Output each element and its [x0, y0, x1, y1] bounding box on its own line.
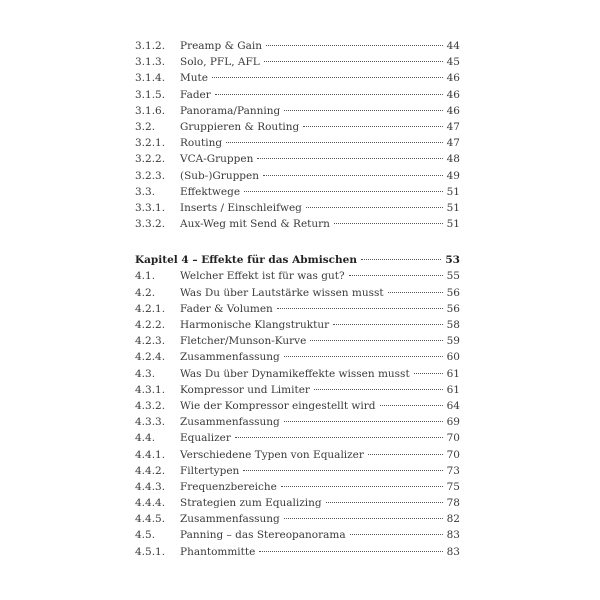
toc-entry[interactable] [135, 216, 460, 232]
toc-entry-title-wrap [180, 54, 460, 70]
toc-entry[interactable] [135, 38, 460, 54]
dot-leader [281, 486, 443, 487]
toc-entry-page-number: 45 [446, 56, 460, 69]
toc-entry-title: Was Du über Lautstärke wissen musst [180, 286, 384, 299]
toc-entry-title-wrap [180, 285, 460, 301]
toc-entry-title: Harmonische Klangstruktur [180, 319, 330, 331]
toc-entry-number: 4.5. [135, 529, 156, 542]
toc-entry[interactable] [135, 349, 460, 365]
toc-entry-title-wrap [180, 447, 460, 463]
toc-entry-title: Effektwege [180, 185, 241, 198]
toc-entry-title-wrap [180, 430, 460, 446]
toc-entry-title: VCA-Gruppen [180, 153, 254, 166]
toc-entry[interactable] [135, 414, 460, 430]
toc-entry[interactable] [135, 511, 460, 527]
toc-entry-number: 4.3.2. [135, 399, 166, 412]
dot-leader [314, 389, 443, 390]
toc-entry-number: 3.1.3. [135, 56, 166, 69]
dot-leader [349, 275, 443, 276]
toc-entry-number: 3.1.6. [135, 104, 166, 117]
dot-leader [215, 94, 443, 95]
toc-entry[interactable] [135, 317, 460, 333]
toc-entry-number: 4.2.4. [135, 351, 166, 364]
toc-entry-title-wrap [180, 479, 460, 495]
toc-entry[interactable] [135, 527, 460, 543]
toc-entry-number: 4.4.2. [135, 464, 166, 477]
toc-entry-number: 3.3.2. [135, 218, 166, 231]
dot-leader [414, 373, 443, 374]
toc-entry[interactable] [135, 301, 460, 317]
dot-leader [388, 292, 443, 293]
dot-leader [259, 551, 442, 552]
toc-entry-number: 3.1.2. [135, 40, 166, 52]
dot-leader [284, 356, 443, 357]
toc-entry-number: 4.2.2. [135, 319, 166, 331]
toc-entry-title: Wie der Kompressor eingestellt wird [180, 399, 376, 412]
toc-entry[interactable] [135, 463, 460, 479]
toc-entry-page-number: 47 [446, 137, 460, 150]
section-gap [135, 232, 460, 252]
toc-entry-title: Zusammenfassung [180, 416, 280, 429]
toc-entry-page-number: 55 [446, 270, 460, 283]
toc-entry-number: 4.2.1. [135, 302, 166, 315]
toc-entry-title: Equalizer [180, 432, 231, 445]
toc-entry-title-wrap [180, 398, 460, 414]
toc-entry-page-number: 78 [446, 497, 460, 510]
toc-entry-title-wrap [180, 103, 460, 119]
toc-entry-page-number: 61 [446, 367, 460, 380]
chapter-title-wrap [135, 252, 460, 268]
toc-entry-title: Inserts / Einschleifweg [180, 201, 302, 214]
dot-leader [334, 223, 443, 224]
toc-entry-title-wrap [180, 527, 460, 543]
toc-entry-number: 4.4.5. [135, 513, 166, 526]
toc-entry-title-wrap [180, 151, 460, 167]
dot-leader [243, 470, 442, 471]
toc-entry-number: 4.3. [135, 367, 156, 380]
toc-entry-title: Zusammenfassung [180, 351, 280, 364]
toc-entry-page-number: 59 [446, 335, 460, 348]
toc-entry[interactable] [135, 135, 460, 151]
toc-entry-number: 4.4. [135, 432, 156, 445]
chapter-heading[interactable] [135, 252, 460, 268]
toc-entry-page-number: 46 [446, 88, 460, 101]
toc-entry[interactable] [135, 184, 460, 200]
toc-entry-title-wrap [180, 511, 460, 527]
toc-entry-page-number: 44 [446, 40, 460, 52]
toc-entry-number: 3.3.1. [135, 201, 166, 214]
toc-entry-title: Frequenzbereiche [180, 480, 277, 493]
dot-leader [212, 77, 443, 78]
toc-entry[interactable] [135, 151, 460, 167]
toc-entry-title: Fader [180, 88, 211, 101]
toc-entry-page-number: 70 [446, 448, 460, 461]
dot-leader [257, 158, 442, 159]
toc-entry[interactable] [135, 54, 460, 70]
toc-entry[interactable] [135, 285, 460, 301]
dot-leader [368, 454, 443, 455]
toc-entry[interactable] [135, 333, 460, 349]
toc-entry-page-number: 51 [446, 218, 460, 231]
toc-entry-title-wrap [180, 349, 460, 365]
toc-entry-number: 4.1. [135, 270, 156, 283]
dot-leader [277, 308, 443, 309]
toc-entry-page-number: 60 [446, 351, 460, 364]
toc-entry-number: 3.1.5. [135, 88, 166, 101]
toc-entry-title-wrap [180, 544, 460, 560]
toc-entry-page-number: 48 [446, 153, 460, 166]
toc-entry-title-wrap [180, 495, 460, 511]
toc-entry-page-number: 46 [446, 104, 460, 117]
toc-entry-title-wrap [180, 70, 460, 86]
toc-entry[interactable] [135, 495, 460, 511]
toc-entry-title-wrap [180, 317, 460, 333]
toc-entry-title-wrap [180, 268, 460, 284]
dot-leader [264, 61, 443, 62]
dot-leader [310, 340, 442, 341]
toc-entry-title-wrap [180, 366, 460, 382]
dot-leader [303, 126, 442, 127]
toc-entry-number: 3.2.3. [135, 169, 166, 182]
toc-entry[interactable] [135, 87, 460, 103]
toc-entry-number: 4.5.1. [135, 545, 166, 558]
dot-leader [266, 45, 443, 46]
toc-entry-title: Aux-Weg mit Send & Return [180, 218, 330, 231]
toc-entry-page-number: 83 [446, 545, 460, 558]
toc-entry-title-wrap [180, 119, 460, 135]
toc-entry[interactable] [135, 168, 460, 184]
toc-entry-page-number: 61 [446, 383, 460, 396]
dot-leader [263, 175, 443, 176]
toc-entry-title: Panorama/Panning [180, 104, 281, 117]
toc-section-chapter-3 [135, 38, 460, 232]
toc-entry-number: 4.2.3. [135, 335, 166, 348]
toc-entry-title: Strategien zum Equalizing [180, 497, 322, 510]
toc-entry-title-wrap [180, 463, 460, 479]
toc-entry-title: Gruppieren & Routing [180, 120, 300, 133]
toc-entry-page-number: 69 [446, 416, 460, 429]
toc-entry-title-wrap [180, 200, 460, 216]
toc-entry-page-number: 46 [446, 72, 460, 85]
toc-entry-page-number: 56 [446, 302, 460, 315]
dot-leader [226, 142, 443, 143]
toc-entry-page-number: 64 [446, 399, 460, 412]
toc-entry-title-wrap [180, 184, 460, 200]
toc-entry[interactable] [135, 366, 460, 382]
toc-entry[interactable] [135, 544, 460, 560]
toc-entry-title: Panning – das Stereopanorama [180, 529, 346, 542]
toc-entry[interactable] [135, 430, 460, 446]
toc-entry-number: 4.4.3. [135, 480, 166, 493]
toc-entry-page-number: 56 [446, 286, 460, 299]
toc-entry-title-wrap [180, 216, 460, 232]
toc-entry-number: 3.2.2. [135, 153, 166, 166]
toc-entry-title-wrap [180, 87, 460, 103]
toc-entry-title: Fader & Volumen [180, 302, 273, 315]
toc-entry-page-number: 51 [446, 185, 460, 198]
toc-entry-number: 3.2. [135, 120, 156, 133]
toc-entry-title-wrap [180, 414, 460, 430]
toc-entry[interactable] [135, 447, 460, 463]
dot-leader [326, 502, 443, 503]
toc-entry-page-number: 82 [446, 513, 460, 526]
toc-entry[interactable] [135, 479, 460, 495]
toc-entry-title: Was Du über Dynamikeffekte wissen musst [180, 367, 410, 380]
toc-entry-title: Mute [180, 72, 208, 85]
toc-entry-title: Kompressor und Limiter [180, 383, 310, 396]
toc-entry[interactable] [135, 382, 460, 398]
dot-leader [306, 207, 443, 208]
toc-entry-number: 4.4.1. [135, 448, 166, 461]
toc-entry[interactable] [135, 268, 460, 284]
dot-leader [333, 324, 443, 325]
toc-entry-title: Preamp & Gain [180, 40, 263, 52]
toc-entry-page-number: 49 [446, 169, 460, 182]
toc-entry-number: 4.4.4. [135, 497, 166, 510]
toc-entry-number: 4.3.3. [135, 416, 166, 429]
toc-entry[interactable] [135, 103, 460, 119]
toc-entry-page-number: 73 [446, 464, 460, 477]
toc-entry-title-wrap [180, 301, 460, 317]
dot-leader [361, 259, 441, 260]
toc-entry-page-number: 70 [446, 432, 460, 445]
toc-entry-number: 3.3. [135, 185, 156, 198]
toc-entry-title-wrap [180, 168, 460, 184]
toc-entry-page-number: 75 [446, 480, 460, 493]
toc-entry-title: (Sub-)Gruppen [180, 169, 260, 182]
toc-entry-page-number: 51 [446, 201, 460, 214]
toc-entry[interactable] [135, 398, 460, 414]
dot-leader [284, 110, 442, 111]
toc-entry-title: Routing [180, 137, 223, 150]
toc-entry-page-number: 83 [446, 529, 460, 542]
toc-entry-number: 3.2.1. [135, 137, 166, 150]
chapter-page-number: 53 [445, 254, 460, 267]
toc-entry-page-number: 58 [446, 319, 460, 331]
toc-entry-title-wrap [180, 135, 460, 151]
toc-entry-title: Solo, PFL, AFL [180, 56, 260, 69]
toc-entry-number: 4.2. [135, 286, 156, 299]
chapter-title: Kapitel 4 – Effekte für das Abmischen [135, 254, 357, 267]
dot-leader [350, 534, 443, 535]
toc-entry-title: Welcher Effekt ist für was gut? [180, 270, 345, 283]
toc-entry[interactable] [135, 200, 460, 216]
toc-entry-title: Zusammenfassung [180, 513, 280, 526]
toc-entry-title-wrap [180, 38, 460, 54]
dot-leader [380, 405, 443, 406]
toc-entry-title: Fletcher/Munson-Kurve [180, 335, 307, 348]
toc-entry-number: 4.3.1. [135, 383, 166, 396]
dot-leader [244, 191, 443, 192]
toc-entry-title: Filtertypen [180, 464, 240, 477]
toc-entry-title-wrap [180, 333, 460, 349]
toc-entry-title-wrap [180, 382, 460, 398]
dot-leader [284, 518, 443, 519]
toc-section-chapter-4 [135, 268, 460, 559]
toc-entry-title: Phantommitte [180, 545, 256, 558]
toc-entry-title: Verschiedene Typen von Equalizer [180, 448, 364, 461]
toc-entry[interactable] [135, 70, 460, 86]
toc-entry[interactable] [135, 119, 460, 135]
toc-entry-page-number: 47 [446, 120, 460, 133]
table-of-contents [135, 38, 460, 560]
toc-entry-number: 3.1.4. [135, 72, 166, 85]
dot-leader [235, 437, 443, 438]
dot-leader [284, 421, 443, 422]
